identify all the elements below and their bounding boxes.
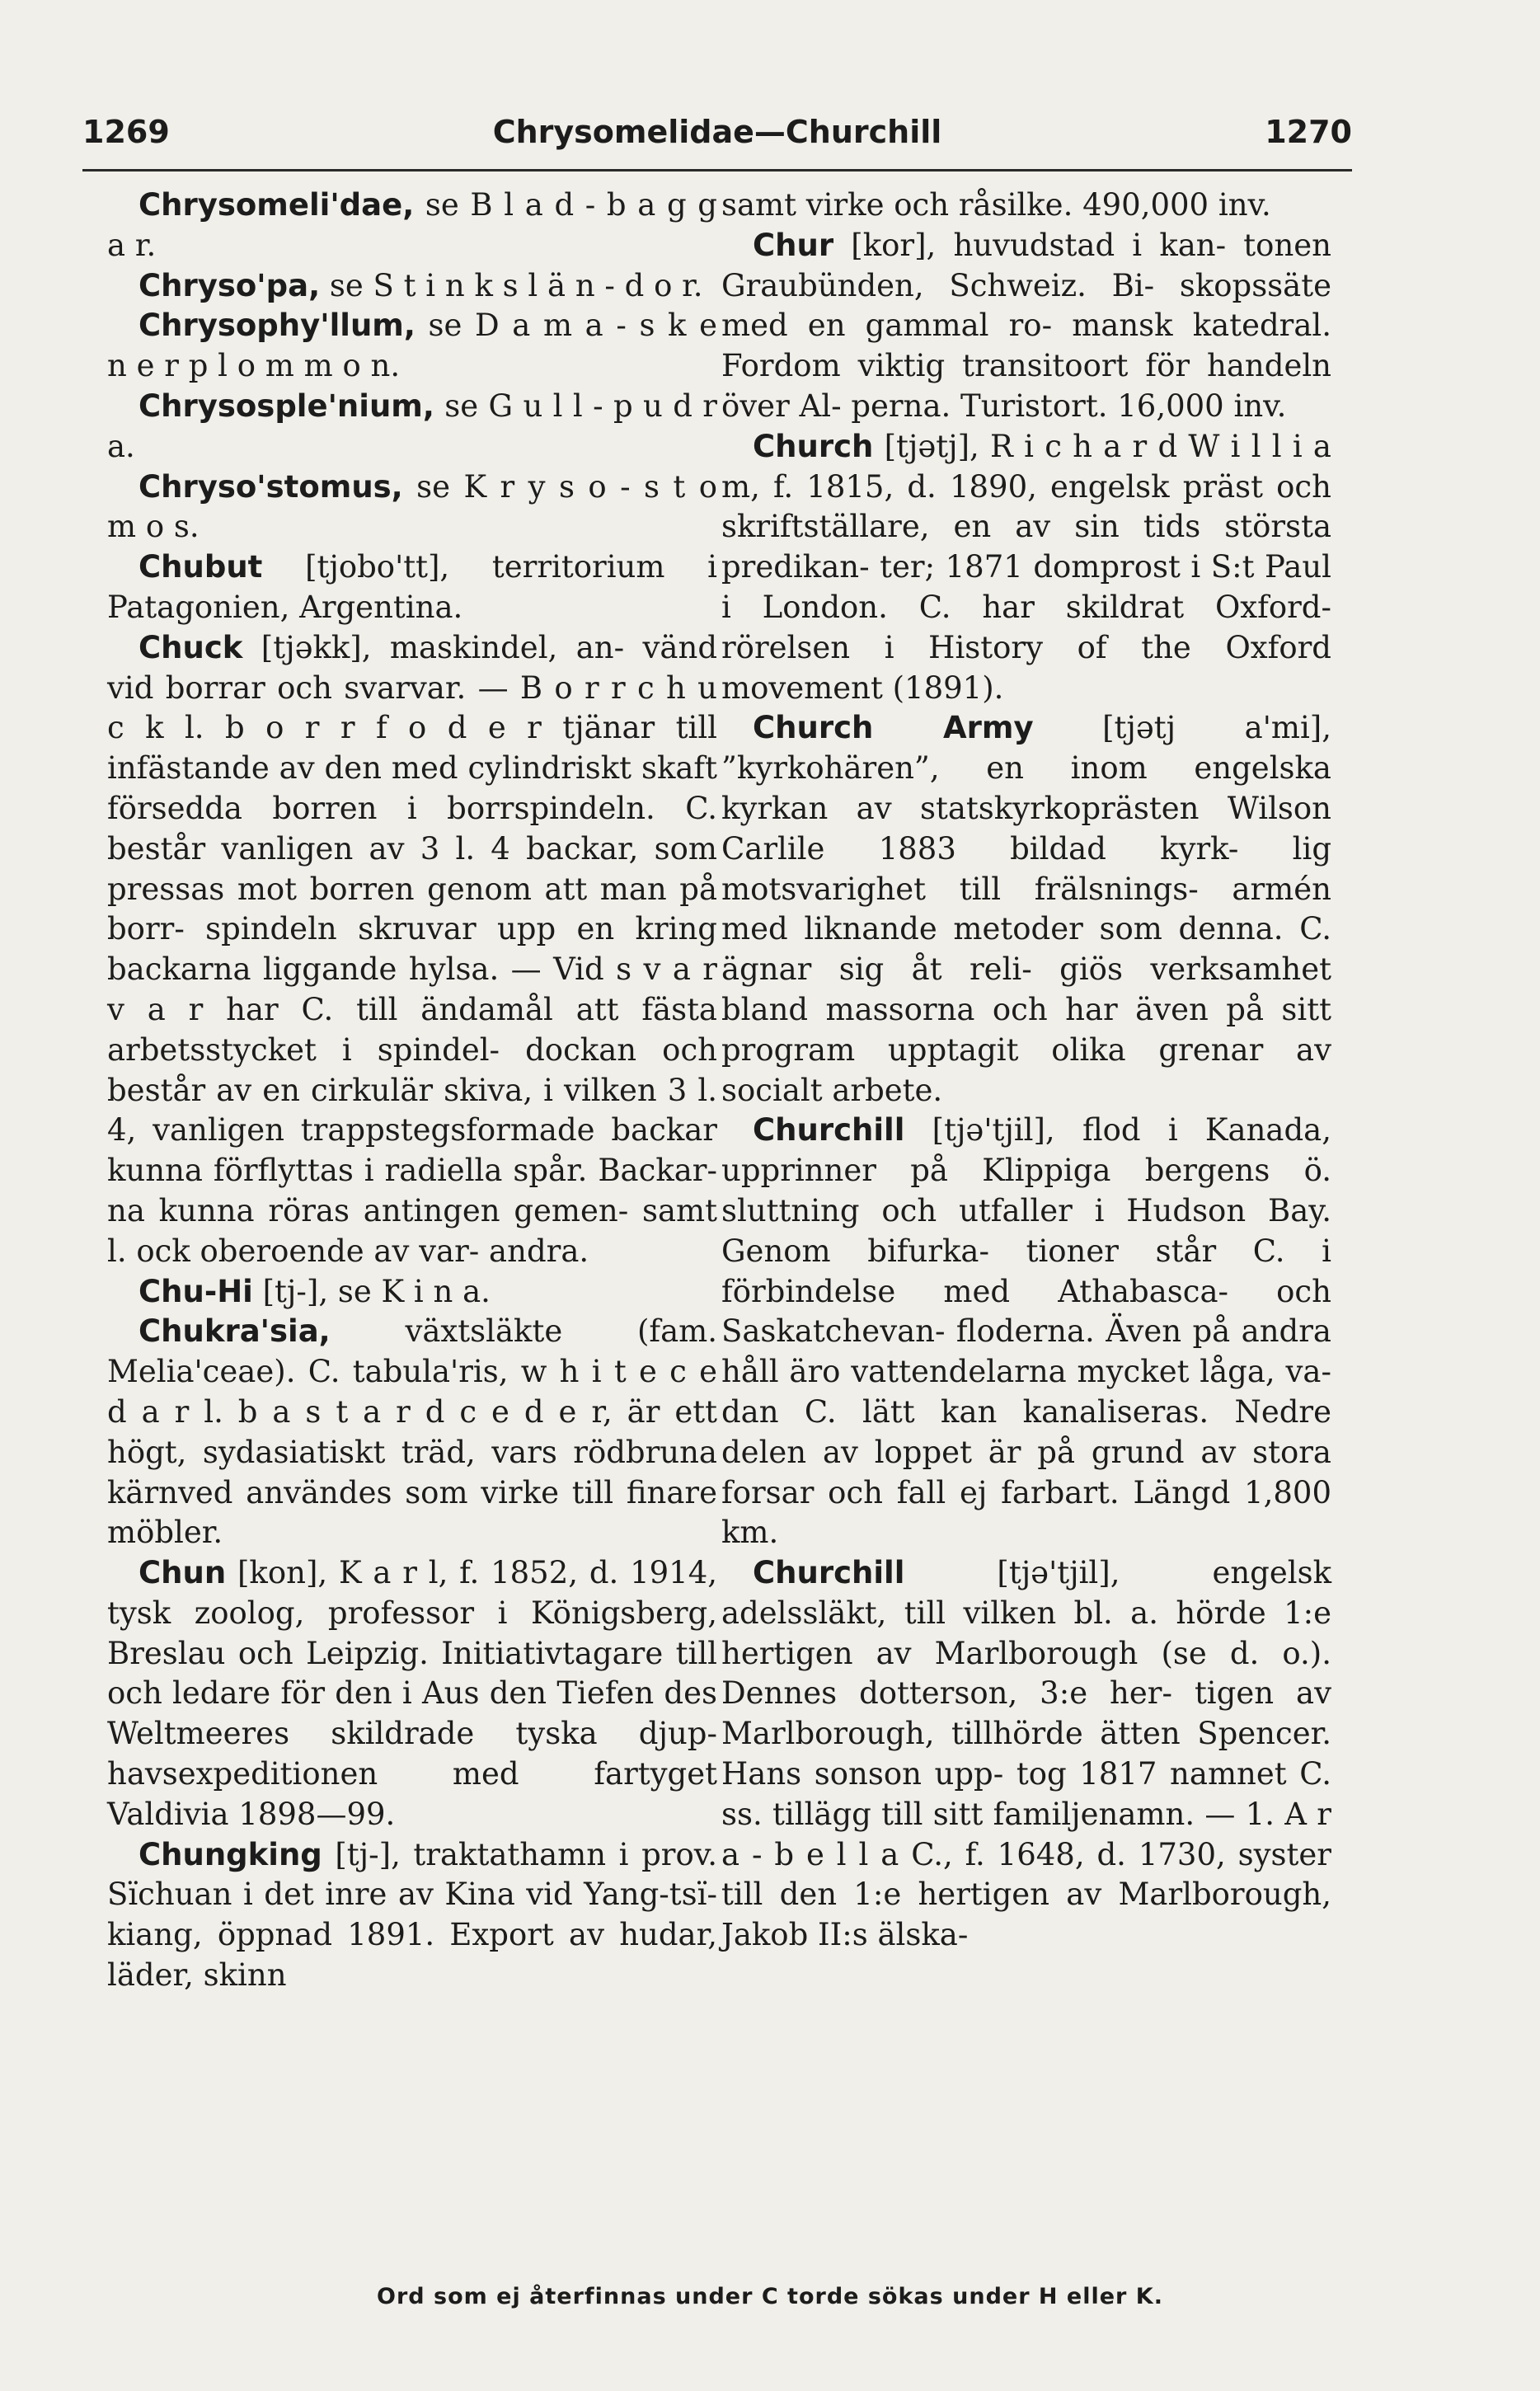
entry-headword: Chryso'pa,	[139, 267, 321, 303]
entry-text: [tjobo'tt], territorium i Patagonien, Argentina.	[107, 549, 717, 625]
dictionary-entry	[721, 226, 1331, 427]
dictionary-entry	[107, 1312, 717, 1553]
dictionary-entry	[721, 708, 1331, 1111]
entry-headword: Chubut	[139, 549, 263, 585]
entry-text: samt virke och råsilke. 490,000 inv.	[721, 187, 1271, 223]
entry-text: [tj-], se K i n a.	[252, 1273, 491, 1309]
entry-headword: Chun	[139, 1555, 227, 1591]
dictionary-entry	[721, 427, 1331, 709]
entry-text: se B l a d - b a g g a r.	[107, 187, 717, 263]
entry-text: se K r y s o - s t o m o s.	[107, 468, 717, 545]
dictionary-entry	[107, 186, 717, 266]
dictionary-entry	[107, 628, 717, 1272]
entry-text: [tj-], traktathamn i prov. Sïchuan i det inre av Kina vid Yang-tsï-kiang, öppnad 1891. Export av hudar, läder, skinn	[107, 1836, 717, 1994]
entry-text: [kor], huvudstad i kan- tonen Graubünden, Schweiz. Bi- skopssäte med en gammal ro- mansk katedral. Fordom viktig transitoort för handeln över Al- perna. Turistort. 16,000 inv.	[721, 227, 1331, 424]
entry-headword: Chur	[753, 227, 834, 263]
entry-text: [tjətj], R i c h a r d W i l l i a m, f. 1815, d. 1890, engelsk präst och skriftställare, en av sin tids största predikan- ter; 1871 domprost i S:t Paul i London. C. har skildrat Oxford- rörelsen i History of the Oxford movement (1891).	[721, 428, 1331, 706]
entry-text: [tjə'tjil], flod i Kanada, upprinner på Klippiga bergens ö. sluttning och utfaller i Hudson Bay. Genom bifurka- tioner står C. i förbindelse med Athabasca- och Saskatchevan- floderna. Även på andra håll äro vattendelarna mycket låga, va- dan C. lätt kan kanaliseras. Nedre delen av loppet är på grund av stora forsar och fall ej farbart. Längd 1,800 km.	[721, 1112, 1331, 1551]
entry-headword: Chuck	[139, 629, 243, 665]
dictionary-entry	[107, 547, 717, 628]
entry-text: se G u l l - p u d r a.	[107, 388, 717, 464]
page-footer-note: Ord som ej återfinnas under C torde sökas under H eller K.	[377, 2284, 1163, 2309]
entry-text: växtsläkte (fam. Melia'ceae). C. tabula'ris, w h i t e c e d a r l. b a s t a r d c e d e r, är ett högt, sydasiatiskt träd, vars rödbruna kärnved användes som virke till finare möbler.	[107, 1313, 717, 1551]
entry-headword: Chrysomeli'dae,	[139, 187, 415, 223]
entry-headword: Churchill	[753, 1555, 905, 1591]
entry-headword: Chryso'stomus,	[139, 468, 403, 505]
right-page-number: 1270	[1265, 114, 1352, 150]
dictionary-entry	[107, 1835, 717, 1996]
dictionary-entry	[107, 467, 717, 548]
entry-text: se D a m a - s k e n e r p l o m m o n.	[107, 308, 717, 384]
entry-text: [kon], K a r l, f. 1852, d. 1914, tysk zoolog, professor i Königsberg, Breslau och Leipzig. Initiativtagare till och ledare för den i Aus den Tiefen des Weltmeeres skildrade tyska djup- havsexpeditionen med fartyget Valdivia 1898—99.	[107, 1555, 717, 1832]
left-page-number: 1269	[82, 114, 170, 150]
dictionary-entry	[107, 1553, 717, 1835]
dictionary-entry	[107, 387, 717, 467]
entry-headword: Chukra'sia,	[139, 1313, 331, 1350]
entry-headword: Churchill	[753, 1112, 905, 1149]
dictionary-entry	[107, 1272, 717, 1313]
entry-headword: Chrysosple'nium,	[139, 388, 434, 424]
dictionary-entry	[107, 266, 717, 307]
entry-headword: Church Army	[753, 710, 1034, 746]
entry-text: [tjətj a'mi], ”kyrkohären”, en inom engelska kyrkan av statskyrkoprästen Wilson Carlile 1883 bildad kyrk- lig motsvarighet till frälsnings- armén med liknande metoder som denna. C. ägnar sig åt reli- giös verksamhet bland massorna och har även på sitt program upptagit olika grenar av socialt arbete.	[721, 710, 1332, 1108]
dictionary-entry	[721, 1111, 1331, 1553]
entry-text: [tjə'tjil], engelsk adelssläkt, till vilken bl. a. hörde 1:e hertigen av Marlborough (se d. o.). Dennes dotterson, 3:e her- tigen av Marlborough, tillhörde ätten Spencer. Hans sonson upp- tog 1817 namnet C. ss. tillägg till sitt familjenamn. — 1. A r a - b e l l a C., f. 1648, d. 1730, syster till den 1:e hertigen av Marlborough, Jakob II:s älska-	[721, 1555, 1331, 1953]
left-column	[107, 186, 717, 1996]
running-title: Chrysomelidae—Churchill	[492, 114, 942, 150]
right-column	[721, 186, 1331, 1956]
entry-text: [tjəkk], maskindel, an- vänd vid borrar och svarvar. — B o r r c h u c k l. b o r r f o d e r tjänar till infästande av den med cylindriskt skaft försedda borren i borrspindeln. C. består vanligen av 3 l. 4 backar, som pressas mot borren genom att man på borr- spindeln skruvar upp en kring backarna liggande hylsa. — Vid s v a r v a r har C. till ändamål att fästa arbetsstycket i spindel- dockan och består av en cirkulär skiva, i vilken 3 l. 4, vanligen trappstegsformade backar kunna förflyttas i radiella spår. Backar- na kunna röras antingen gemen- samt l. ock oberoende av var- andra.	[107, 629, 717, 1269]
entry-text: se S t i n k s l ä n - d o r.	[320, 267, 703, 303]
header-rule	[82, 169, 1352, 171]
entry-headword: Church	[753, 428, 874, 464]
entry-headword: Chrysophy'llum,	[139, 308, 416, 344]
page-header	[82, 97, 1352, 163]
dictionary-entry	[721, 1553, 1331, 1956]
entry-headword: Chu-Hi	[139, 1273, 253, 1309]
dictionary-entry	[107, 306, 717, 387]
dictionary-entry	[721, 186, 1331, 226]
entry-headword: Chungking	[139, 1836, 322, 1872]
